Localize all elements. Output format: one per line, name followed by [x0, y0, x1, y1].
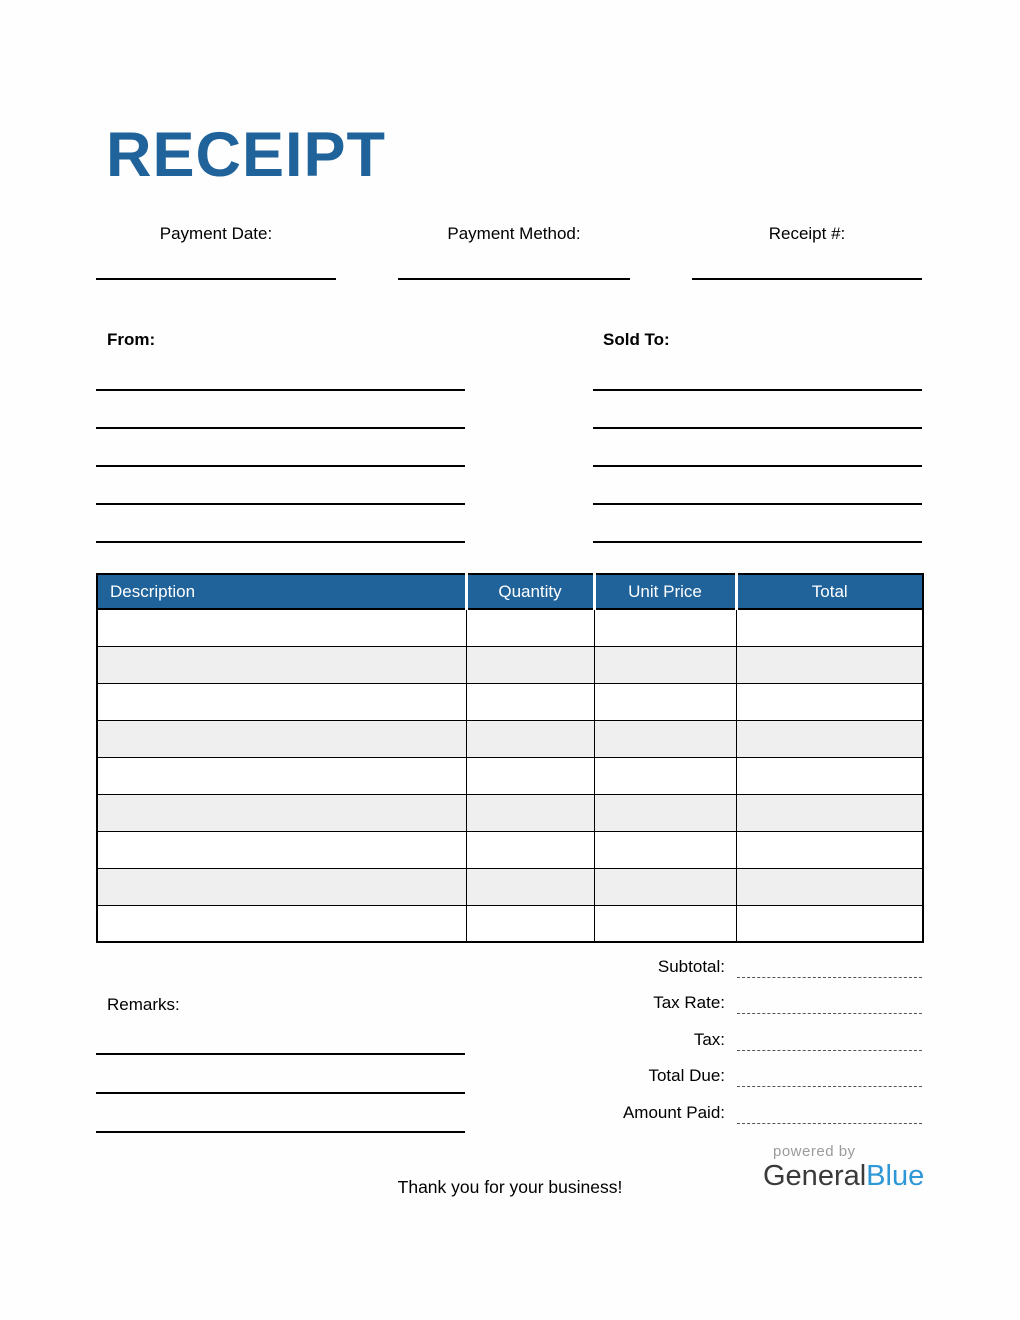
item-cell[interactable]: [736, 831, 923, 868]
payment-date-label: Payment Date:: [159, 224, 273, 243]
fill-line[interactable]: [96, 1016, 465, 1055]
payment-method-label: Payment Method:: [447, 224, 581, 243]
fill-line[interactable]: [96, 429, 465, 467]
item-cell[interactable]: [97, 868, 466, 905]
totals-block: [560, 941, 922, 1124]
tax-value-line[interactable]: [737, 1029, 922, 1051]
total-due-row: [560, 1051, 922, 1088]
receipt-number-label: Receipt #:: [768, 224, 846, 243]
item-cell[interactable]: [594, 794, 736, 831]
item-cell[interactable]: [97, 683, 466, 720]
item-row: [97, 609, 923, 646]
item-cell[interactable]: [466, 683, 594, 720]
column-header-unit-price: Unit Price: [594, 574, 736, 609]
tax-row: [560, 1014, 922, 1051]
item-cell[interactable]: [466, 905, 594, 942]
item-cell[interactable]: [594, 720, 736, 757]
powered-by-text: powered by: [773, 1143, 856, 1160]
item-cell[interactable]: [97, 757, 466, 794]
item-cell[interactable]: [594, 831, 736, 868]
fill-line[interactable]: [593, 505, 922, 543]
total-due-label: Total Due:: [648, 1066, 725, 1086]
fill-line[interactable]: [593, 391, 922, 429]
amount-paid-row: [560, 1087, 922, 1124]
item-cell[interactable]: [736, 646, 923, 683]
from-label: From:: [107, 330, 156, 349]
fill-line[interactable]: [96, 467, 465, 505]
item-cell[interactable]: [594, 757, 736, 794]
payment-date-field[interactable]: [96, 222, 336, 280]
from-fill-lines: [96, 353, 465, 543]
subtotal-row: [560, 941, 922, 978]
top-fields-row: [96, 222, 922, 280]
item-cell[interactable]: [736, 720, 923, 757]
item-row: [97, 794, 923, 831]
fill-line[interactable]: [96, 391, 465, 429]
remarks-label: Remarks:: [107, 995, 180, 1014]
item-row: [97, 757, 923, 794]
item-row: [97, 905, 923, 942]
item-cell[interactable]: [466, 646, 594, 683]
brand-general-text: General: [763, 1160, 867, 1192]
item-row: [97, 831, 923, 868]
item-row: [97, 683, 923, 720]
column-header-quantity: Quantity: [466, 574, 594, 609]
payment-method-field[interactable]: [398, 222, 630, 280]
subtotal-label: Subtotal:: [657, 956, 725, 976]
item-cell[interactable]: [594, 646, 736, 683]
items-table: [96, 573, 924, 943]
item-cell[interactable]: [736, 868, 923, 905]
brand-blue-text: Blue: [866, 1160, 925, 1192]
item-cell[interactable]: [466, 609, 594, 646]
item-cell[interactable]: [736, 794, 923, 831]
receipt-number-field[interactable]: [692, 222, 922, 280]
remarks-fill-lines: [96, 1016, 465, 1133]
item-row: [97, 720, 923, 757]
fill-line[interactable]: [96, 1055, 465, 1094]
sold-to-fill-lines: [593, 353, 922, 543]
subtotal-value-line[interactable]: [737, 956, 922, 978]
fill-line[interactable]: [96, 1094, 465, 1133]
thank-you-message: Thank you for your business!: [397, 1177, 623, 1197]
item-cell[interactable]: [736, 683, 923, 720]
fill-line[interactable]: [593, 429, 922, 467]
item-cell[interactable]: [97, 646, 466, 683]
tax-rate-value-line[interactable]: [737, 992, 922, 1014]
amount-paid-label: Amount Paid:: [622, 1102, 725, 1122]
fill-line[interactable]: [593, 353, 922, 391]
item-cell[interactable]: [466, 831, 594, 868]
fill-line[interactable]: [96, 505, 465, 543]
item-cell[interactable]: [97, 831, 466, 868]
column-header-description: Description: [97, 574, 466, 609]
item-cell[interactable]: [594, 609, 736, 646]
item-cell[interactable]: [466, 757, 594, 794]
item-cell[interactable]: [97, 720, 466, 757]
item-cell[interactable]: [594, 905, 736, 942]
fill-line[interactable]: [96, 353, 465, 391]
tax-rate-label: Tax Rate:: [653, 993, 725, 1013]
item-cell[interactable]: [466, 720, 594, 757]
item-cell[interactable]: [594, 683, 736, 720]
item-cell[interactable]: [466, 868, 594, 905]
tax-label: Tax:: [693, 1029, 725, 1049]
items-table-header: [97, 574, 923, 609]
item-row: [97, 868, 923, 905]
item-cell[interactable]: [97, 609, 466, 646]
item-row: [97, 646, 923, 683]
item-cell[interactable]: [736, 905, 923, 942]
sold-to-label: Sold To:: [603, 330, 670, 349]
tax-rate-row: [560, 978, 922, 1015]
item-cell[interactable]: [736, 609, 923, 646]
item-cell[interactable]: [97, 905, 466, 942]
item-cell[interactable]: [97, 794, 466, 831]
amount-paid-value-line[interactable]: [737, 1102, 922, 1124]
brand-block: [763, 1143, 963, 1193]
item-cell[interactable]: [594, 868, 736, 905]
brand-logo: [763, 1160, 963, 1193]
item-cell[interactable]: [466, 794, 594, 831]
fill-line[interactable]: [593, 467, 922, 505]
total-due-value-line[interactable]: [737, 1065, 922, 1087]
column-header-total: Total: [736, 574, 923, 609]
item-cell[interactable]: [736, 757, 923, 794]
page-title: RECEIPT: [106, 120, 387, 190]
